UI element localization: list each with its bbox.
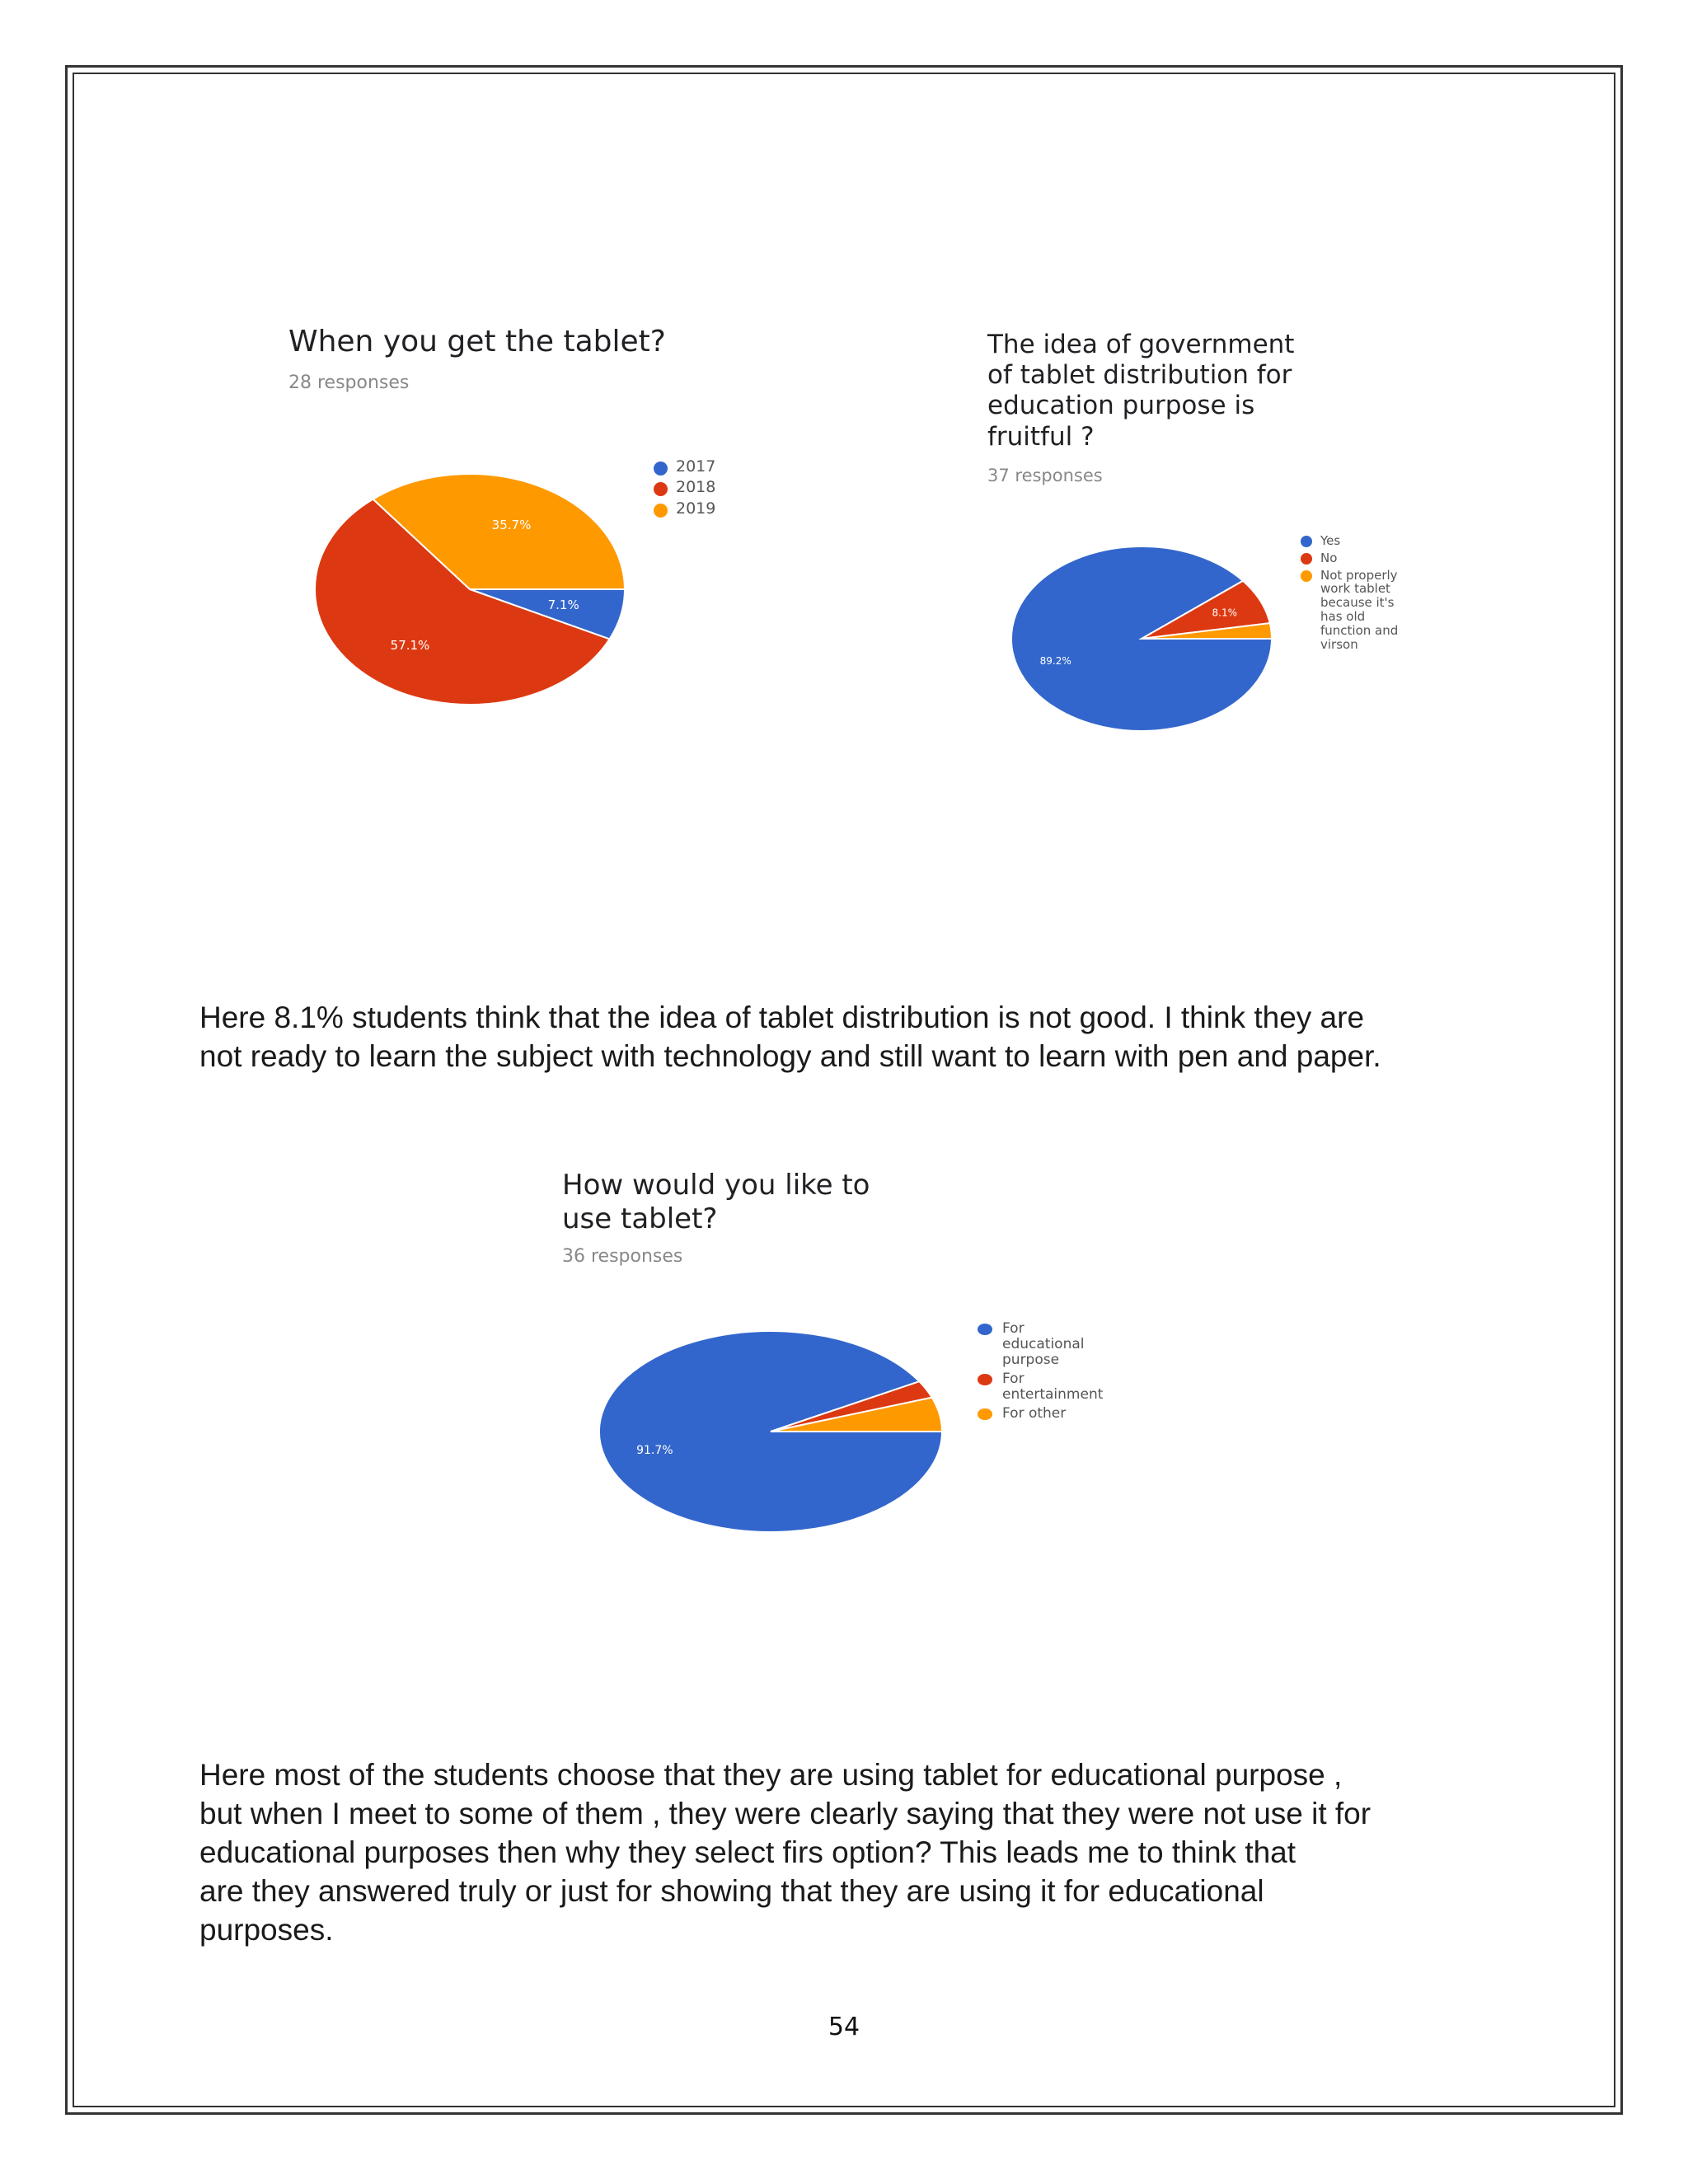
legend-item xyxy=(1301,569,1398,652)
chart-2-pie xyxy=(1006,544,1286,742)
chart-2-responses: 37 responses xyxy=(987,466,1103,485)
chart-1-title: When you get the tablet? xyxy=(288,325,666,359)
legend-label: Yes xyxy=(1320,533,1341,548)
slice-data-label: 89.2% xyxy=(1039,655,1071,668)
legend-item xyxy=(978,1371,1103,1403)
chart-1-pie xyxy=(305,462,635,717)
slice-data-label: 91.7% xyxy=(636,1444,673,1458)
legend-item xyxy=(654,500,715,518)
paragraph-1: Here 8.1% students think that the idea of tablet distribution is not good. I think they are not ready to learn the subject with technology and still want to learn with pen and paper. xyxy=(199,1001,1381,1073)
chart-3-legend xyxy=(978,1321,1103,1425)
legend-label: 2018 xyxy=(676,478,716,497)
legend-label: For educational purpose xyxy=(1002,1320,1085,1369)
legend-dot-2017 xyxy=(654,462,668,476)
legend-dot-educational xyxy=(978,1324,992,1335)
legend-item xyxy=(654,479,715,496)
legend-label: For other xyxy=(1002,1405,1067,1422)
chart-2-legend xyxy=(1301,534,1398,654)
legend-dot-2018 xyxy=(654,482,668,496)
legend-dot-other xyxy=(1301,570,1312,582)
slice-data-label: 35.7% xyxy=(491,517,532,532)
legend-dot-yes xyxy=(1301,536,1312,547)
chart-3-title: How would you like to use tablet? xyxy=(562,1169,870,1235)
legend-label: 2019 xyxy=(676,499,716,518)
legend-item xyxy=(1301,551,1398,565)
legend-label: Not properly work tablet because it's has old function and virson xyxy=(1320,567,1399,652)
legend-label: For entertainment xyxy=(1002,1371,1104,1404)
chart-3-pie xyxy=(589,1327,944,1541)
paragraph-2: Here most of the students choose that they are using tablet for educational purpose , but when I meet to some of them , they were clearly saying that they were not use it for educational purposes then why they select firs option? This leads me to think that are they answered truly or just for showing that they are using it for educational purposes. xyxy=(199,1758,1372,1947)
legend-dot-entertainment xyxy=(978,1374,992,1385)
chart-3-responses: 36 responses xyxy=(562,1246,683,1267)
legend-dot-other xyxy=(978,1408,992,1420)
page-number: 54 xyxy=(828,2013,860,2041)
legend-item xyxy=(654,458,715,476)
legend-dot-2019 xyxy=(654,504,668,518)
chart-1-responses: 28 responses xyxy=(288,373,410,393)
slice-data-label: 7.1% xyxy=(547,598,579,613)
legend-item xyxy=(978,1321,1103,1368)
legend-item xyxy=(1301,534,1398,548)
legend-item xyxy=(978,1406,1103,1422)
legend-dot-no xyxy=(1301,553,1312,565)
legend-label: 2017 xyxy=(676,457,716,476)
chart-2-title: The idea of government of tablet distribution for education purpose is fruitful ? xyxy=(987,330,1295,452)
slice-data-label: 8.1% xyxy=(1212,607,1238,619)
chart-1-legend xyxy=(654,458,715,521)
slice-data-label: 57.1% xyxy=(390,637,430,653)
legend-label: No xyxy=(1320,550,1338,565)
